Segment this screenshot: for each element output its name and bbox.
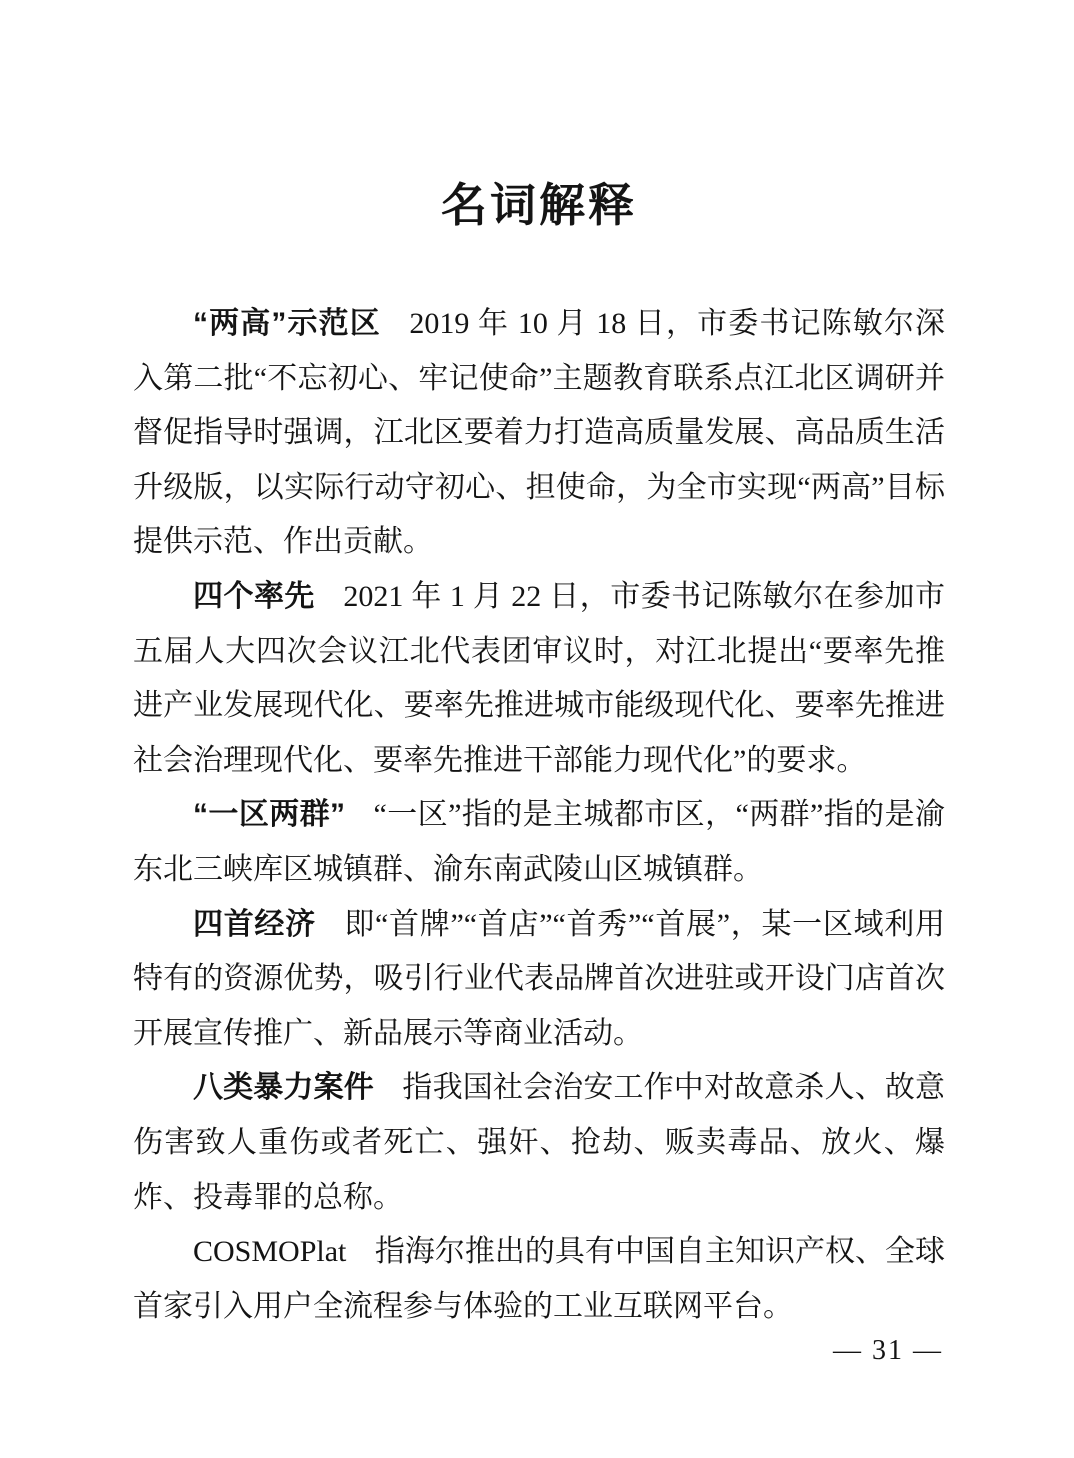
page-number: — 31 —: [833, 1335, 943, 1366]
entry-term: “一区两群”: [193, 798, 346, 832]
entry-definition: 指我国社会治安工作中对故意杀人、故意伤害致人重伤或者死亡、强奸、抢劫、贩卖毒品、放火、爆炸、投毒罪的总称。: [133, 1071, 946, 1214]
glossary-body: [133, 297, 945, 1334]
entry-term: 四个率先: [193, 579, 315, 613]
entry-term: 八类暴力案件: [193, 1071, 374, 1105]
glossary-entry: [133, 898, 945, 1062]
glossary-entry: [133, 297, 945, 570]
entry-term: COSMOPlat: [193, 1235, 347, 1269]
entry-term: “两高”示范区: [193, 307, 381, 340]
entry-definition: 2021 年 1 月 22 日，市委书记陈敏尔在参加市五届人大四次会议江北代表团审议时，对江北提出“要率先推进产业发展现代化、要率先推进城市能级现代化、要率先推进社会治理现代化、要率先推进干部能力现代化”的要求。: [133, 579, 946, 777]
entry-definition: 即“首牌”“首店”“首秀”“首展”，某一区域利用特有的资源优势，吸引行业代表品牌首次进驻或开设门店首次开展宣传推广、新品展示等商业活动。: [133, 907, 945, 1050]
entry-definition: 2019 年 10 月 18 日，市委书记陈敏尔深入第二批“不忘初心、牢记使命”主题教育联系点江北区调研并督促指导时强调，江北区要着力打造高质量发展、高品质生活升级版，以实际行动守初心、担使命，为全市实现“两高”目标提供示范、作出贡献。: [133, 307, 946, 559]
entry-definition: “一区”指的是主城都市区，“两群”指的是渝东北三峡库区城镇群、渝东南武陵山区城镇群。: [133, 798, 945, 886]
glossary-entry: [133, 1061, 945, 1225]
glossary-entry: [133, 1225, 945, 1334]
entry-term: 四首经济: [193, 907, 316, 941]
glossary-entry: [133, 570, 945, 788]
glossary-entry: [133, 788, 945, 897]
entry-definition: 指海尔推出的具有中国自主知识产权、全球首家引入用户全流程参与体验的工业互联网平台。: [133, 1235, 945, 1323]
page-title: 名词解释: [441, 180, 637, 231]
